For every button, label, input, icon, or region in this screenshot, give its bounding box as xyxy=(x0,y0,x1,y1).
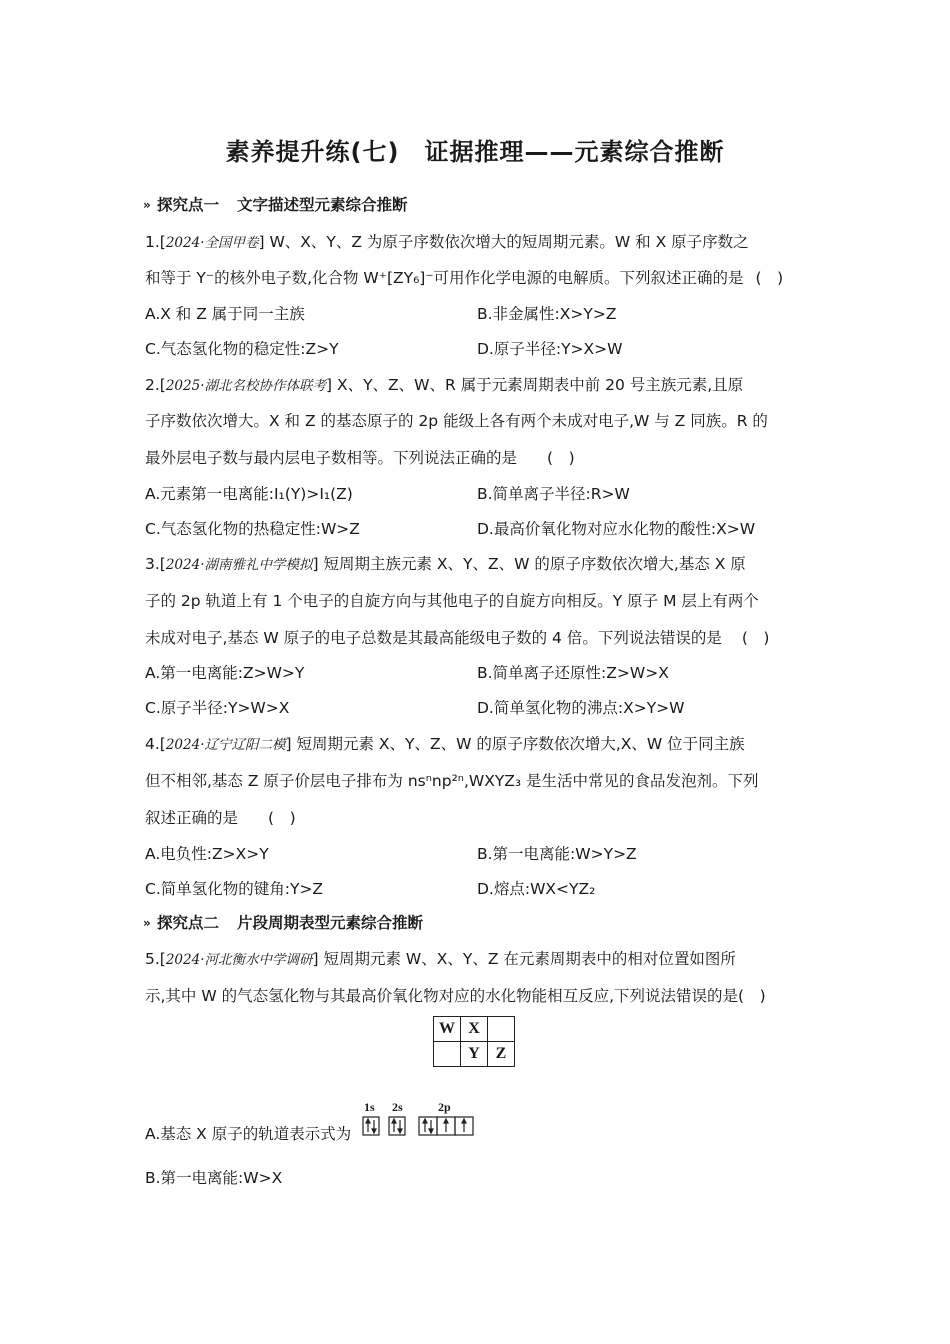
section-heading-1 xyxy=(143,193,408,215)
section-text: 片段周期表型元素综合推断 xyxy=(237,914,424,932)
question-4-line-2: 但不相邻,基态 Z 原子价层电子排布为 nsⁿnp²ⁿ,WXYZ₃ 是生活中常见的食品发泡剂。下列 xyxy=(145,772,759,790)
question-source: 2024·河北衡水中学调研 xyxy=(165,952,313,968)
orbital-label: 1s xyxy=(364,1100,375,1114)
question-source: 2024·湖南雅礼中学模拟 xyxy=(165,557,313,573)
question-1-line-2: 和等于 Y⁻的核外电子数,化合物 W⁺[ZY₆]⁻可用作化学电源的电解质。下列叙述正确的是 ( ) xyxy=(145,266,783,288)
question-1-line-1: 1.[2024·全国甲卷] W、X、Y、Z 为原子序数依次增大的短周期元素。W 和 X 原子序数之 xyxy=(145,233,749,251)
question-5-line-2: 示,其中 W 的气态氢化物与其最高价氧化物对应的水化物能相互反应,下列说法错误的是( ) xyxy=(145,987,766,1005)
orbital-label: 2p xyxy=(438,1100,451,1114)
option-d[interactable]: D.熔点:WX<YZ₂ xyxy=(477,880,596,898)
table-cell: X xyxy=(461,1017,488,1042)
option-a[interactable]: A.元素第一电离能:I₁(Y)>I₁(Z) xyxy=(145,485,353,503)
table-cell: Y xyxy=(461,1042,488,1067)
table-cell: W xyxy=(434,1017,461,1042)
periodic-table-fragment xyxy=(433,1016,515,1067)
table-cell xyxy=(434,1042,461,1067)
option-d[interactable]: D.简单氢化物的沸点:X>Y>W xyxy=(477,699,685,717)
answer-blank[interactable]: ( ) xyxy=(741,629,770,647)
option-c[interactable]: C.原子半径:Y>W>X xyxy=(145,699,290,717)
answer-blank[interactable]: ( ) xyxy=(268,809,296,827)
question-2-line-3: 最外层电子数与最内层电子数相等。下列说法正确的是 ( ) xyxy=(145,446,575,468)
answer-blank[interactable]: ( ) xyxy=(755,269,784,287)
option-a[interactable]: A.电负性:Z>X>Y xyxy=(145,845,269,863)
section-marker-icon: » xyxy=(143,916,148,930)
option-d[interactable]: D.原子半径:Y>X>W xyxy=(477,340,623,358)
option-b[interactable]: B.简单离子半径:R>W xyxy=(477,485,630,503)
question-source: 2024·辽宁辽阳二模 xyxy=(165,737,286,753)
question-4-line-1: 4.[2024·辽宁辽阳二模] 短周期元素 X、Y、Z、W 的原子序数依次增大,X、W 位于同主族 xyxy=(145,735,745,753)
question-2-line-1: 2.[2025·湖北名校协作体联考] X、Y、Z、W、R 属于元素周期表中前 20 号主族元素,且原 xyxy=(145,376,744,394)
option-a[interactable]: A.第一电离能:Z>W>Y xyxy=(145,664,305,682)
option-b[interactable]: B.第一电离能:W>X xyxy=(145,1169,283,1187)
section-heading-2 xyxy=(143,911,423,933)
question-source: 2025·湖北名校协作体联考 xyxy=(165,378,326,394)
option-d[interactable]: D.最高价氧化物对应水化物的酸性:X>W xyxy=(477,520,756,538)
option-a[interactable]: A.X 和 Z 属于同一主族 xyxy=(145,305,305,323)
question-source: 2024·全国甲卷 xyxy=(165,235,259,251)
question-3-line-1: 3.[2024·湖南雅礼中学模拟] 短周期主族元素 X、Y、Z、W 的原子序数依次增大,基态 X 原 xyxy=(145,555,746,573)
option-c[interactable]: C.简单氢化物的键角:Y>Z xyxy=(145,880,324,898)
option-c[interactable]: C.气态氢化物的热稳定性:W>Z xyxy=(145,520,360,538)
section-label: 探究点一 xyxy=(157,196,220,214)
section-text: 文字描述型元素综合推断 xyxy=(237,196,408,214)
section-label: 探究点二 xyxy=(157,914,220,932)
answer-blank[interactable]: ( ) xyxy=(547,449,575,467)
section-marker-icon: » xyxy=(143,198,148,212)
question-4-line-3: 叙述正确的是 ( ) xyxy=(145,806,296,828)
orbital-boxes-icon xyxy=(362,1116,478,1136)
table-cell xyxy=(488,1017,515,1042)
option-c[interactable]: C.气态氢化物的稳定性:Z>Y xyxy=(145,340,339,358)
question-3-line-2: 子的 2p 轨道上有 1 个电子的自旋方向与其他电子的自旋方向相反。Y 原子 M 层上有两个 xyxy=(145,592,759,610)
page-title: 素养提升练(七) 证据推理——元素综合推断 xyxy=(225,138,725,166)
table-cell: Z xyxy=(488,1042,515,1067)
option-b[interactable]: B.简单离子还原性:Z>W>X xyxy=(477,664,669,682)
option-b[interactable]: B.非金属性:X>Y>Z xyxy=(477,305,617,323)
question-2-line-2: 子序数依次增大。X 和 Z 的基态原子的 2p 能级上各有两个未成对电子,W 与 Z 同族。R 的 xyxy=(145,412,768,430)
orbital-label: 2s xyxy=(392,1100,403,1114)
question-5-line-1: 5.[2024·河北衡水中学调研] 短周期元素 W、X、Y、Z 在元素周期表中的相对位置如图所 xyxy=(145,950,736,968)
question-3-line-3: 未成对电子,基态 W 原子的电子总数是其最高能级电子数的 4 倍。下列说法错误的是 ( ) xyxy=(145,626,769,648)
option-a[interactable]: A.基态 X 原子的轨道表示式为 xyxy=(145,1125,352,1143)
option-b[interactable]: B.第一电离能:W>Y>Z xyxy=(477,845,637,863)
